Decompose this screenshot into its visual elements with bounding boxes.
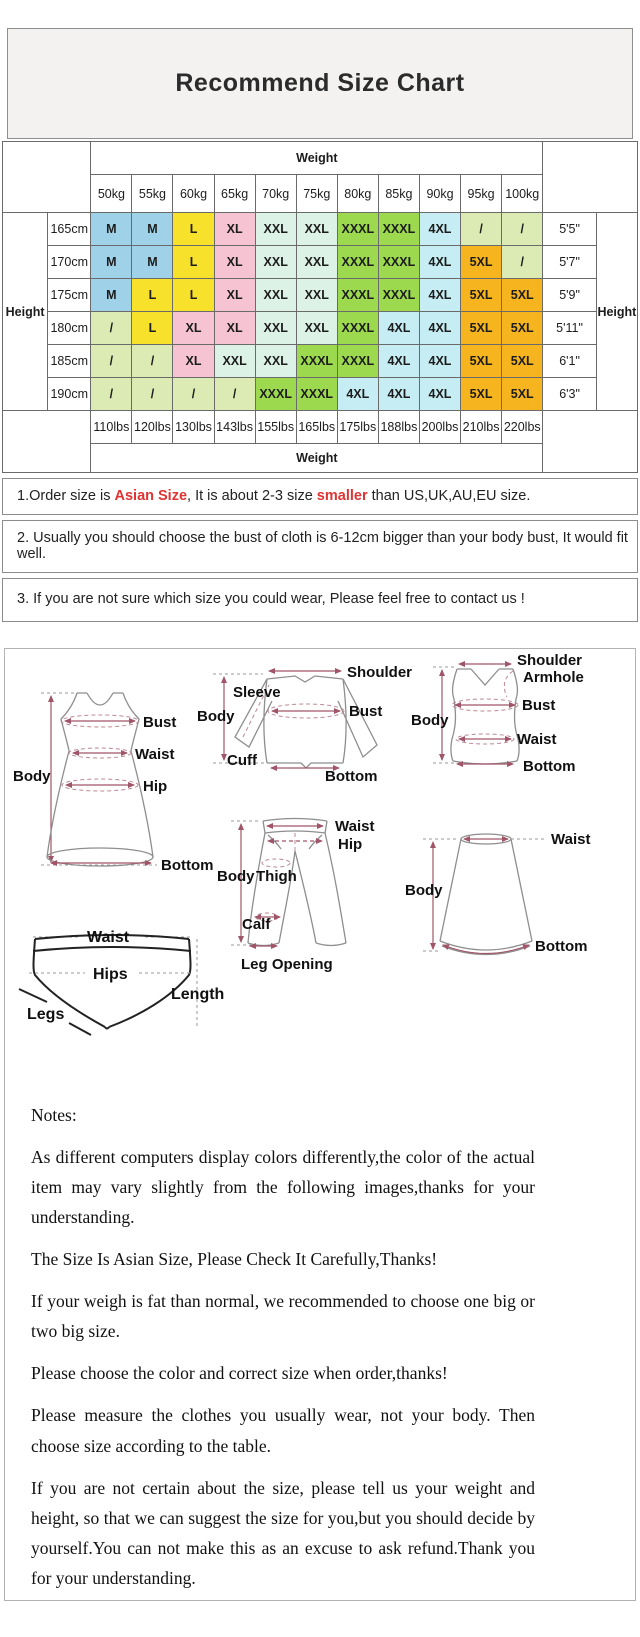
table-row [3,213,638,246]
size-cell: XXXL [378,246,419,279]
weight-kg-cell: 75kg [296,175,337,213]
notes-paragraph: Please choose the color and correct size when order,thanks! [31,1363,448,1384]
pants-thigh-label: Thigh [256,867,297,885]
vest-body-label: Body [411,711,449,729]
table-row [3,142,638,175]
page-title: Recommend Size Chart [175,69,465,97]
measurement-guide-box [4,648,636,1601]
height-ft-cell: 5'7" [543,246,596,279]
size-cell: 4XL [419,246,460,279]
size-cell: L [173,213,214,246]
size-cell: XXXL [296,345,337,378]
briefs-waist-label: Waist [87,928,130,946]
size-cell: XXXL [337,345,378,378]
weight-lbs-cell: 120lbs [132,411,173,444]
size-cell: / [91,312,132,345]
weight-lbs-cell: 210lbs [461,411,502,444]
size-cell: XL [214,213,255,246]
note1-part3: than US,UK,AU,EU size. [367,488,531,504]
skirt-body-label: Body [405,881,443,899]
weight-lbs-cell: 188lbs [378,411,419,444]
size-cell: 5XL [461,312,502,345]
weight-lbs-cell: 155lbs [255,411,296,444]
size-cell: XXXL [337,312,378,345]
weight-kg-cell: 65kg [214,175,255,213]
measurement-diagrams [5,649,635,1077]
vest-diagram [411,652,584,775]
size-cell: XL [173,312,214,345]
size-cell: 4XL [337,378,378,411]
shirt-bust-label: Bust [349,702,383,720]
weight-kg-cell: 80kg [337,175,378,213]
weight-kg-cell: 55kg [132,175,173,213]
pants-hip-label: Hip [338,835,363,853]
size-cell: M [91,213,132,246]
briefs-legs-label: Legs [27,1005,65,1023]
size-cell: 4XL [378,378,419,411]
pants-diagram [217,818,374,973]
weight-lbs-cell: 143lbs [214,411,255,444]
size-cell: 4XL [419,213,460,246]
size-cell: XXXL [296,378,337,411]
order-note-1 [2,478,638,515]
briefs-diagram [19,929,224,1035]
size-table-body [3,142,638,473]
title-box [7,28,633,139]
pants-leg-opening-label: Leg Opening [241,955,333,973]
size-cell: XXXL [337,279,378,312]
size-cell: XL [214,246,255,279]
dress-diagram [13,693,214,874]
dress-bust-label: Bust [143,713,177,731]
size-cell: 5XL [502,312,543,345]
size-cell: XXL [255,246,296,279]
size-chart-table [2,141,638,473]
size-cell: / [214,378,255,411]
size-cell: L [132,312,173,345]
bottom-notes [5,1082,635,1593]
size-cell: XXL [296,312,337,345]
size-cell: / [91,378,132,411]
height-ft-cell: 6'1" [543,345,596,378]
shirt-body-label: Body [197,707,235,725]
pants-body-label: Body [217,867,255,885]
note1-part2: , It is about 2-3 size [187,488,317,504]
weight-header-top: Weight [91,142,543,175]
corner-cell [543,411,638,473]
size-cell: / [91,345,132,378]
skirt-diagram [405,831,590,955]
size-cell: 5XL [502,345,543,378]
size-cell: 5XL [461,378,502,411]
size-cell: M [91,246,132,279]
shirt-sleeve-label: Sleeve [233,683,281,701]
table-row [3,175,638,213]
notes-paragraph: If your weigh is fat than normal, we recommended to choose one big or two big size. [31,1291,535,1342]
weight-lbs-cell: 110lbs [91,411,132,444]
size-cell: 5XL [502,279,543,312]
size-cell: L [173,279,214,312]
dress-waist-label: Waist [135,745,175,763]
height-ft-cell: 5'9" [543,279,596,312]
size-cell: XXXL [255,378,296,411]
size-cell: / [502,213,543,246]
height-ft-cell: 6'3" [543,378,596,411]
shirt-shoulder-label: Shoulder [347,663,413,681]
size-cell: XXXL [378,279,419,312]
height-label-right: Height [596,213,637,411]
notes-heading: Notes: [31,1104,77,1125]
weight-kg-cell: 95kg [461,175,502,213]
briefs-length-label: Length [171,985,225,1003]
weight-lbs-cell: 175lbs [337,411,378,444]
skirt-waist-label: Waist [551,830,591,848]
corner-cell [3,411,91,473]
size-cell: M [91,279,132,312]
order-note-3: 3. If you are not sure which size you could wear, Please feel free to contact us ! [2,578,638,622]
dress-body-label: Body [13,767,51,785]
size-cell: / [132,378,173,411]
height-ft-cell: 5'5" [543,213,596,246]
height-ft-cell: 5'11" [543,312,596,345]
height-cm-cell: 180cm [48,312,91,345]
size-cell: XXXL [337,246,378,279]
height-cm-cell: 190cm [48,378,91,411]
size-cell: 4XL [378,312,419,345]
weight-lbs-cell: 130lbs [173,411,214,444]
size-cell: L [132,279,173,312]
height-cm-cell: 185cm [48,345,91,378]
size-cell: / [173,378,214,411]
size-cell: 4XL [419,378,460,411]
note1-highlight-smaller: smaller [316,488,368,504]
weight-header-bottom: Weight [91,444,543,473]
size-cell: XL [214,312,255,345]
table-row [3,345,638,378]
height-cm-cell: 170cm [48,246,91,279]
size-cell: XXL [255,279,296,312]
size-cell: 5XL [502,378,543,411]
pants-waist-label: Waist [335,817,375,835]
table-row [3,279,638,312]
weight-kg-cell: 100kg [502,175,543,213]
size-cell: XXL [214,345,255,378]
notes-paragraph: If you are not certain about the size, please tell us your weight and height, so that we can suggest the size for you,but you should decide by yourself.You can not make this as an excuse to ask refund.Thank you for your understanding. [31,1477,535,1588]
height-label-left: Height [3,213,48,411]
order-note-2: 2. Usually you should choose the bust of cloth is 6-12cm bigger than your body bust, It would fit well. [2,520,638,573]
notes-paragraph: The Size Is Asian Size, Please Check It Carefully,Thanks! [31,1249,438,1270]
size-cell: 4XL [419,279,460,312]
vest-shoulder-label: Shoulder [517,651,583,669]
size-cell: / [502,246,543,279]
shirt-diagram [197,664,412,785]
table-row [3,411,638,444]
size-cell: XXL [255,213,296,246]
dress-hip-label: Hip [143,777,168,795]
weight-kg-cell: 90kg [419,175,460,213]
height-cm-cell: 175cm [48,279,91,312]
dress-bottom-label: Bottom [161,856,214,874]
shirt-bottom-label: Bottom [325,767,378,785]
weight-lbs-cell: 200lbs [419,411,460,444]
table-row [3,378,638,411]
briefs-hips-label: Hips [93,965,128,983]
size-cell: 4XL [419,312,460,345]
vest-bottom-label: Bottom [523,757,576,775]
vest-waist-label: Waist [517,730,557,748]
corner-cell [543,142,638,213]
size-cell: / [461,213,502,246]
weight-kg-cell: 70kg [255,175,296,213]
table-row [3,312,638,345]
height-cm-cell: 165cm [48,213,91,246]
corner-cell [3,142,91,213]
size-cell: XXL [255,312,296,345]
notes-paragraph: Please measure the clothes you usually wear, not your body. Then choose size according to the table. [31,1405,535,1456]
size-cell: XXL [296,279,337,312]
weight-kg-cell: 85kg [378,175,419,213]
weight-kg-cell: 60kg [173,175,214,213]
size-cell: XL [214,279,255,312]
size-cell: 5XL [461,246,502,279]
weight-lbs-cell: 165lbs [296,411,337,444]
vest-armhole-label: Armhole [523,668,584,686]
size-cell: XXL [296,246,337,279]
size-cell: XXL [296,213,337,246]
size-cell: XL [173,345,214,378]
size-cell: 4XL [378,345,419,378]
size-cell: 5XL [461,279,502,312]
size-cell: / [132,345,173,378]
pants-calf-label: Calf [242,915,271,933]
size-cell: L [173,246,214,279]
notes-paragraph: As different computers display colors differently,the color of the actual item may vary slightly from the following images,thanks for your understanding. [31,1146,535,1227]
size-cell: XXXL [337,213,378,246]
table-row [3,444,638,473]
size-cell: XXXL [378,213,419,246]
note1-part1: 1.Order size is [17,488,115,504]
size-cell: 5XL [461,345,502,378]
skirt-bottom-label: Bottom [535,937,588,955]
note1-highlight-asian-size: Asian Size [114,488,188,504]
weight-kg-cell: 50kg [91,175,132,213]
table-row [3,246,638,279]
size-cell: M [132,213,173,246]
weight-lbs-cell: 220lbs [502,411,543,444]
vest-bust-label: Bust [522,696,556,714]
size-cell: M [132,246,173,279]
size-cell: 4XL [419,345,460,378]
shirt-cuff-label: Cuff [227,751,257,769]
size-cell: XXL [255,345,296,378]
